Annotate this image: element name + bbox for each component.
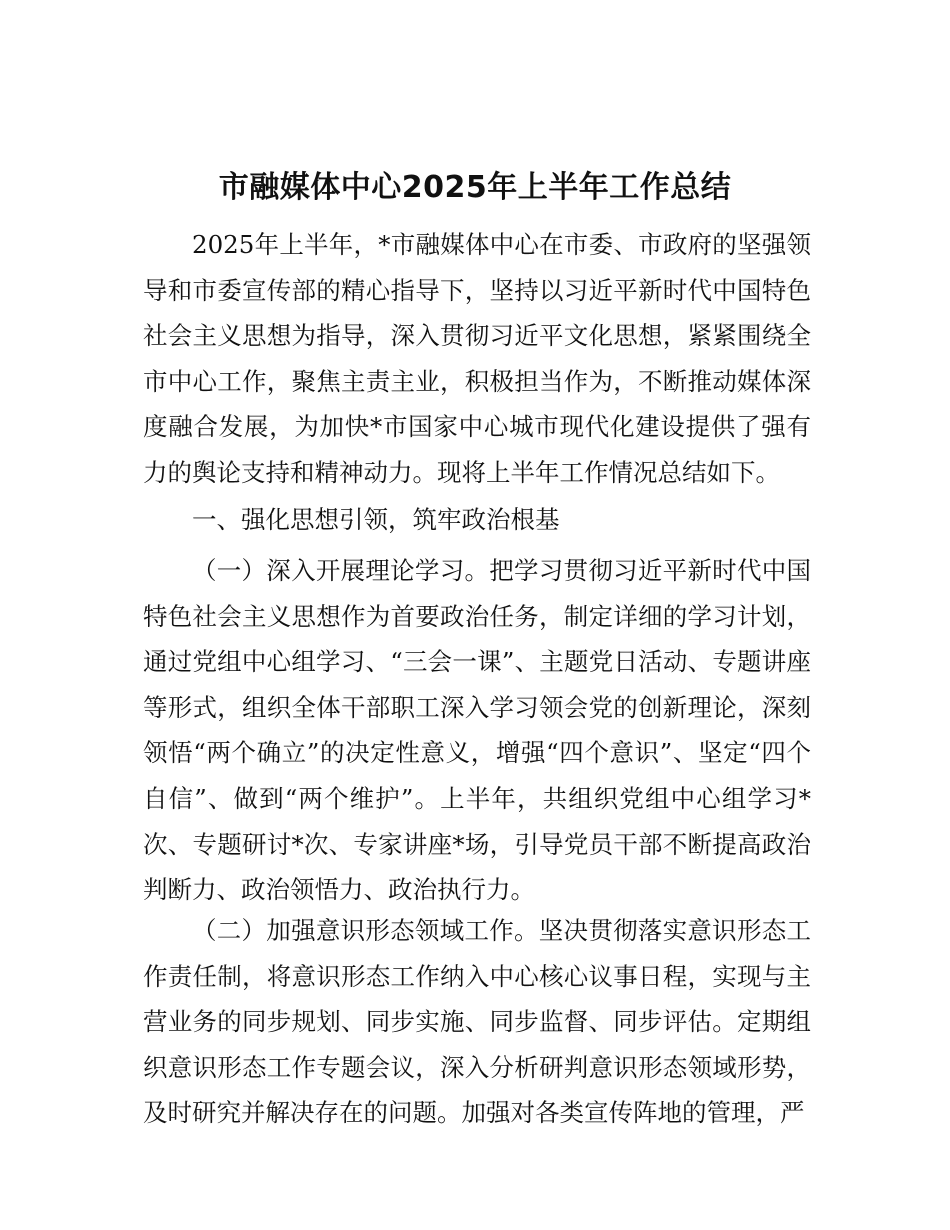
paragraph-ideology-work: （二）加强意识形态领域工作。坚决贯彻落实意识形态工作责任制，将意识形态工作纳入中心核心议事日程，实现与主营业务的同步规划、同步实施、同步监督、同步评估。定期组织意识形态工作专题会议，深入分析研判意识形态领域形势，及时研究并解决存在的问题。加强对各类宣传阵地的管理，严 <box>143 916 811 1128</box>
document-title: 市融媒体中心2025年上半年工作总结 <box>218 170 732 205</box>
intro-paragraph: 2025年上半年，*市融媒体中心在市委、市政府的坚强领导和市委宣传部的精心指导下，坚持以习近平新时代中国特色社会主义思想为指导，深入贯彻习近平文化思想，紧紧围绕全市中心工作，聚焦主责主业，积极担当作为，不断推动媒体深度融合发展，为加快*市国家中心城市现代化建设提供了强有力的舆论支持和精神动力。现将上半年工作情况总结如下。 <box>143 230 811 487</box>
paragraph-theory-study: （一）深入开展理论学习。把学习贯彻习近平新时代中国特色社会主义思想作为首要政治任务，制定详细的学习计划，通过党组中心组学习、“三会一课”、主题党日活动、专题讲座等形式，组织全体干部职工深入学习领会党的创新理论，深刻领悟“两个确立”的决定性意义，增强“四个意识”、坚定“四个自信”、做到“两个维护”。上半年，共组织党组中心组学习*次、专题研讨*次、专家讲座*场，引导党员干部不断提高政治判断力、政治领悟力、政治执行力。 <box>143 556 811 905</box>
section-heading-1: 一、强化思想引领，筑牢政治根基 <box>192 505 560 534</box>
